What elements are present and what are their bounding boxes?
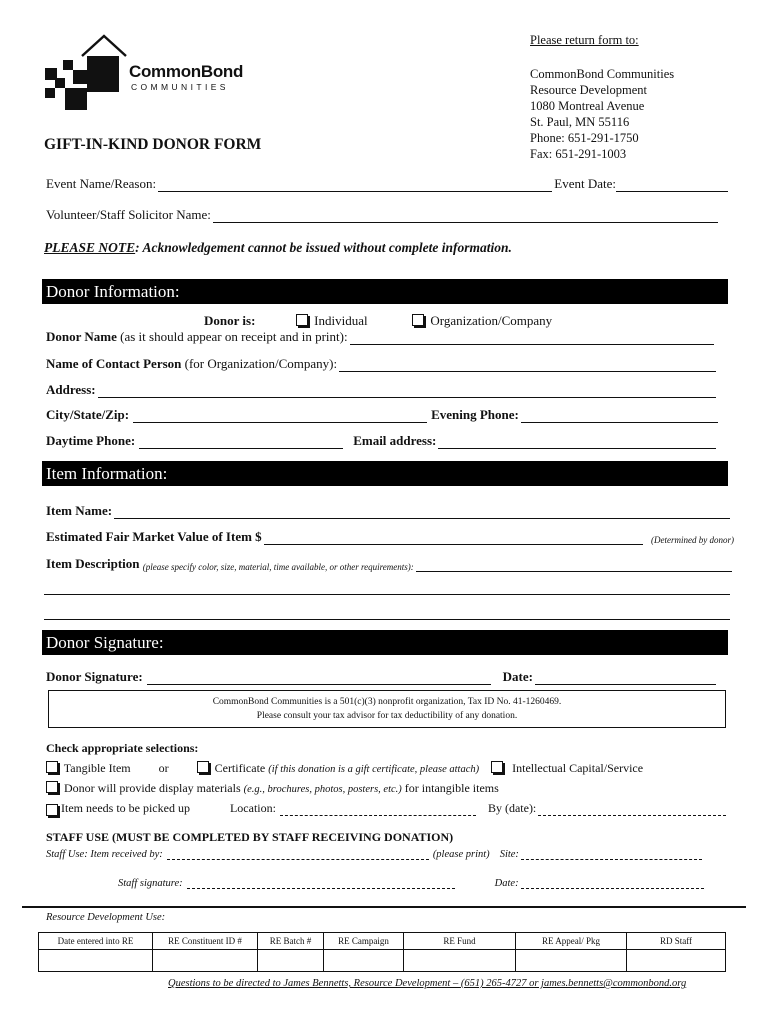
selections-heading: Check appropriate selections: xyxy=(46,741,199,755)
staff-date-field[interactable] xyxy=(521,875,704,889)
table-header-cell: RD Staff xyxy=(627,933,726,950)
staff-signature-row xyxy=(118,875,706,889)
selection-row-2 xyxy=(46,781,499,796)
table-cell[interactable] xyxy=(324,950,404,972)
logo-name: CommonBond xyxy=(129,62,244,81)
site-field[interactable] xyxy=(521,846,702,860)
city-label: City/State/Zip: xyxy=(46,407,130,422)
item-desc-line-2[interactable] xyxy=(44,594,730,595)
event-name-field[interactable] xyxy=(158,178,552,192)
solicitor-field[interactable] xyxy=(213,209,718,223)
item-desc-hint: (please specify color, size, material, time available, or other requirements): xyxy=(142,562,414,572)
form-title: GIFT-IN-KIND DONOR FORM xyxy=(44,136,262,153)
donor-type-row xyxy=(204,313,552,329)
display-label: Donor will provide display materials xyxy=(64,781,241,795)
staff-received-row xyxy=(46,846,704,860)
signature-row xyxy=(46,669,718,685)
signature-header: Donor Signature: xyxy=(42,630,728,655)
donor-name-row xyxy=(46,329,716,345)
staff-signature-field[interactable] xyxy=(187,875,455,889)
item-value-field[interactable] xyxy=(264,531,643,545)
intellectual-label: Intellectual Capital/Service xyxy=(512,761,644,775)
item-name-label: Item Name: xyxy=(46,503,113,518)
item-desc-line-3[interactable] xyxy=(44,619,730,620)
table-cell[interactable] xyxy=(516,950,627,972)
please-print-label: (please print) xyxy=(432,849,490,860)
pickup-checkbox[interactable] xyxy=(46,804,58,816)
solicitor-label: Volunteer/Staff Solicitor Name: xyxy=(46,207,211,222)
daytime-row xyxy=(46,433,718,449)
table-header-cell: RE Batch # xyxy=(258,933,324,950)
signature-date-field[interactable] xyxy=(535,671,716,685)
event-date-field[interactable] xyxy=(616,178,728,192)
selection-row-1 xyxy=(46,761,643,776)
evening-phone-label: Evening Phone: xyxy=(431,407,519,422)
selection-row-3 xyxy=(46,801,728,816)
resource-table xyxy=(38,932,726,972)
address-label: Address: xyxy=(46,382,96,397)
table-header-cell: RE Campaign xyxy=(324,933,404,950)
item-desc-field[interactable] xyxy=(416,558,732,572)
staff-signature-label: Staff signature: xyxy=(118,878,183,889)
individual-checkbox[interactable] xyxy=(296,314,308,326)
certificate-label: Certificate xyxy=(214,761,266,775)
pickup-label: Item needs to be picked up xyxy=(61,801,190,815)
table-row xyxy=(39,950,726,972)
display-hint: (e.g., brochures, photos, posters, etc.) xyxy=(243,784,402,795)
footer-contact: Questions to be directed to James Bennetts, Resource Development – (651) 265-4727 or james.bennetts@commonbond.org xyxy=(168,978,687,989)
table-cell[interactable] xyxy=(153,950,258,972)
city-field[interactable] xyxy=(133,409,427,423)
contact-field[interactable] xyxy=(339,358,716,372)
return-line: CommonBond Communities xyxy=(530,67,675,81)
return-line: Fax: 651-291-1003 xyxy=(530,147,627,161)
organization-label: Organization/Company xyxy=(430,313,553,328)
item-value-label: Estimated Fair Market Value of Item $ xyxy=(46,529,262,544)
staff-heading: STAFF USE (MUST BE COMPLETED BY STAFF RECEIVING DONATION) xyxy=(46,830,454,844)
daytime-phone-label: Daytime Phone: xyxy=(46,433,136,448)
donor-name-hint: (as it should appear on receipt and in print): xyxy=(120,329,348,344)
note-text: : Acknowledgement cannot be issued without complete information. xyxy=(135,240,512,255)
logo-sub: COMMUNITIES xyxy=(131,82,229,92)
donor-signature-field[interactable] xyxy=(147,671,491,685)
site-label: Site: xyxy=(499,849,519,860)
table-header-cell: Date entered into RE xyxy=(39,933,153,950)
tax-notice-box xyxy=(48,690,726,728)
signature-date-label: Date: xyxy=(502,669,533,684)
table-header-cell: RE Constituent ID # xyxy=(153,933,258,950)
item-value-note: (Determined by donor) xyxy=(651,535,734,545)
item-info-header: Item Information: xyxy=(42,461,728,486)
received-by-label: Staff Use: Item received by: xyxy=(46,849,163,860)
donor-name-label: Donor Name xyxy=(46,329,117,344)
by-date-label: By (date): xyxy=(487,801,537,815)
tax-notice-line-1: CommonBond Communities is a 501(c)(3) nonprofit organization, Tax ID No. 41-1260469. xyxy=(212,697,562,707)
donor-name-field[interactable] xyxy=(350,331,714,345)
received-by-field[interactable] xyxy=(167,846,429,860)
staff-date-label: Date: xyxy=(494,878,519,889)
contact-row xyxy=(46,356,718,372)
table-cell[interactable] xyxy=(258,950,324,972)
return-line: Phone: 651-291-1750 xyxy=(530,131,639,145)
donor-info-header: Donor Information: xyxy=(42,279,728,304)
city-row xyxy=(46,407,720,423)
email-label: Email address: xyxy=(353,433,437,448)
tangible-label: Tangible Item xyxy=(63,761,131,775)
address-row xyxy=(46,382,718,398)
note xyxy=(44,240,512,256)
return-line: Resource Development xyxy=(530,83,647,97)
solicitor-row xyxy=(46,207,720,223)
commonbond-logo-mark xyxy=(42,34,132,116)
item-desc-row xyxy=(46,556,734,572)
table-cell[interactable] xyxy=(627,950,726,972)
tangible-checkbox[interactable] xyxy=(46,761,58,773)
donor-signature-label: Donor Signature: xyxy=(46,669,143,684)
event-name-label: Event Name/Reason: xyxy=(46,176,157,191)
display-materials-checkbox[interactable] xyxy=(46,781,58,793)
organization-checkbox[interactable] xyxy=(412,314,424,326)
logo xyxy=(42,34,242,116)
location-field[interactable] xyxy=(280,802,476,816)
individual-label: Individual xyxy=(314,313,368,328)
daytime-phone-field[interactable] xyxy=(139,435,343,449)
intellectual-checkbox[interactable] xyxy=(491,761,503,773)
tax-notice-line-2: Please consult your tax advisor for tax deductibility of any donation. xyxy=(256,711,518,721)
item-desc-label: Item Description xyxy=(46,556,140,571)
certificate-checkbox[interactable] xyxy=(197,761,209,773)
address-field[interactable] xyxy=(98,384,716,398)
contact-label: Name of Contact Person xyxy=(46,356,182,371)
resource-heading: Resource Development Use: xyxy=(46,912,166,923)
event-date-label: Event Date: xyxy=(554,176,616,191)
item-name-row xyxy=(46,503,732,519)
note-prefix: PLEASE NOTE xyxy=(44,240,136,255)
by-date-field[interactable] xyxy=(538,802,726,816)
table-header-row xyxy=(39,933,726,950)
email-field[interactable] xyxy=(438,435,716,449)
display-tail: for intangible items xyxy=(404,781,499,795)
item-value-row xyxy=(46,529,734,545)
table-cell[interactable] xyxy=(39,950,153,972)
table-header-cell: RE Appeal/ Pkg xyxy=(516,933,627,950)
return-heading: Please return form to: xyxy=(530,33,639,47)
contact-hint: (for Organization/Company): xyxy=(184,356,338,371)
table-header-cell: RE Fund xyxy=(404,933,516,950)
event-row xyxy=(46,176,728,192)
item-name-field[interactable] xyxy=(114,505,730,519)
table-cell[interactable] xyxy=(404,950,516,972)
donor-is-label: Donor is: xyxy=(204,313,256,328)
evening-phone-field[interactable] xyxy=(521,409,718,423)
return-address-block xyxy=(530,32,674,162)
or-label: or xyxy=(158,761,169,775)
resource-divider xyxy=(22,906,746,908)
return-line: St. Paul, MN 55116 xyxy=(530,115,630,129)
certificate-hint: (if this donation is a gift certificate, please attach) xyxy=(268,764,480,775)
location-label: Location: xyxy=(229,801,276,815)
return-line: 1080 Montreal Avenue xyxy=(530,99,645,113)
